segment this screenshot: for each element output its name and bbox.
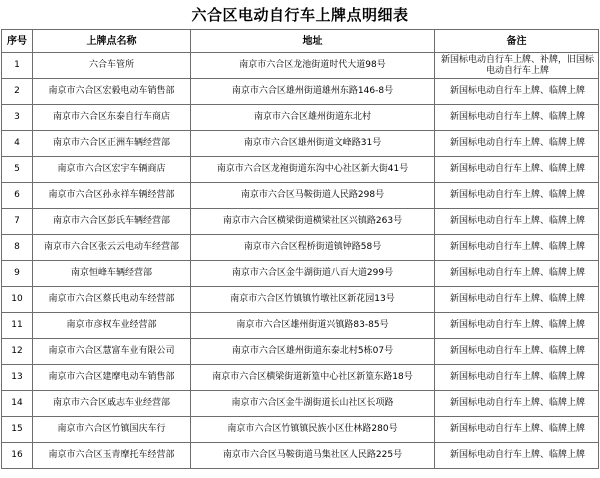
point-name-cell: 南京市六合区建摩电动车销售部: [33, 365, 191, 391]
table-row: [2, 183, 599, 209]
row-index-cell: 10: [2, 287, 33, 313]
row-index-cell: 7: [2, 209, 33, 235]
table-row: [2, 443, 599, 469]
point-name-cell: 南京市六合区竹镇国庆车行: [33, 417, 191, 443]
table-row: [2, 53, 599, 79]
point-name-cell: 南京市六合区戚志车业经营部: [33, 391, 191, 417]
point-address-cell: 南京市六合区横梁街道新篁中心社区新篁东路18号: [191, 365, 435, 391]
row-index-cell: 13: [2, 365, 33, 391]
point-name-cell: 南京市六合区张云云电动车经营部: [33, 235, 191, 261]
table-row: [2, 313, 599, 339]
table-row: [2, 79, 599, 105]
point-remark-cell: 新国标电动自行车上牌、临牌上牌: [435, 339, 599, 365]
point-name-cell: 南京市六合区蔡氏电动车经营部: [33, 287, 191, 313]
point-remark-cell: 新国标电动自行车上牌、临牌上牌: [435, 365, 599, 391]
point-name-cell: 南京市六合区正洲车辆经营部: [33, 131, 191, 157]
point-remark-cell: 新国标电动自行车上牌、临牌上牌: [435, 417, 599, 443]
column-header-remark: 备注: [435, 30, 599, 53]
point-address-cell: 南京市六合区雄州街道文峰路31号: [191, 131, 435, 157]
point-address-cell: 南京市六合区雄州街道兴镇路83-85号: [191, 313, 435, 339]
row-index-cell: 9: [2, 261, 33, 287]
row-index-cell: 16: [2, 443, 33, 469]
row-index-cell: 15: [2, 417, 33, 443]
point-remark-cell: 新国标电动自行车上牌、临牌上牌: [435, 131, 599, 157]
point-address-cell: 南京市六合区马鞍街道人民路298号: [191, 183, 435, 209]
point-address-cell: 南京市六合区雄州街道东泰北村5栋07号: [191, 339, 435, 365]
point-address-cell: 南京市六合区龙袍街道东沟中心社区新大街41号: [191, 157, 435, 183]
table-row: [2, 261, 599, 287]
point-remark-cell: 新国标电动自行车上牌、临牌上牌: [435, 235, 599, 261]
point-address-cell: 南京市六合区竹镇镇民族小区仕林路280号: [191, 417, 435, 443]
point-remark-cell: 新国标电动自行车上牌、临牌上牌: [435, 157, 599, 183]
table-row: [2, 417, 599, 443]
point-address-cell: 南京市六合区雄州街道雄州东路146-8号: [191, 79, 435, 105]
table-row: [2, 287, 599, 313]
table-row: [2, 157, 599, 183]
table-row: [2, 235, 599, 261]
point-name-cell: 南京恒峰车辆经营部: [33, 261, 191, 287]
point-remark-cell: 新国标电动自行车上牌、临牌上牌: [435, 261, 599, 287]
table-row: [2, 365, 599, 391]
point-remark-cell: 新国标电动自行车上牌、临牌上牌: [435, 313, 599, 339]
point-address-cell: 南京市六合区马鞍街道马集社区人民路225号: [191, 443, 435, 469]
point-remark-cell: 新国标电动自行车上牌、临牌上牌: [435, 443, 599, 469]
point-address-cell: 南京市六合区雄州街道东北村: [191, 105, 435, 131]
table-row: [2, 339, 599, 365]
table-body: [2, 53, 599, 469]
point-address-cell: 南京市六合区金牛湖街道八百大道299号: [191, 261, 435, 287]
column-header-address: 地址: [191, 30, 435, 53]
point-address-cell: 南京市六合区横梁街道横梁社区兴镇路263号: [191, 209, 435, 235]
table-row: [2, 131, 599, 157]
table-header-row: [2, 30, 599, 53]
point-name-cell: 六合车管所: [33, 53, 191, 79]
point-name-cell: 南京市六合区东泰自行车商店: [33, 105, 191, 131]
point-name-cell: 南京市六合区慧富车业有限公司: [33, 339, 191, 365]
point-remark-cell: 新国标电动自行车上牌、临牌上牌: [435, 105, 599, 131]
table-title: 六合区电动自行车上牌点明细表: [191, 6, 409, 24]
row-index-cell: 6: [2, 183, 33, 209]
table-row: [2, 391, 599, 417]
point-remark-cell: 新国标电动自行车上牌、临牌上牌: [435, 183, 599, 209]
table-row: [2, 105, 599, 131]
row-index-cell: 1: [2, 53, 33, 79]
row-index-cell: 2: [2, 79, 33, 105]
point-remark-cell: 新国标电动自行车上牌、临牌上牌: [435, 287, 599, 313]
registration-points-table: [1, 29, 599, 469]
point-remark-cell: 新国标电动自行车上牌、临牌上牌: [435, 79, 599, 105]
row-index-cell: 14: [2, 391, 33, 417]
column-header-name: 上牌点名称: [33, 30, 191, 53]
point-name-cell: 南京市六合区宏宇车辆商店: [33, 157, 191, 183]
point-name-cell: 南京市六合区彭氏车辆经营部: [33, 209, 191, 235]
point-name-cell: 南京市六合区孙永祥车辆经营部: [33, 183, 191, 209]
row-index-cell: 4: [2, 131, 33, 157]
point-remark-cell: 新国标电动自行车上牌、临牌上牌: [435, 391, 599, 417]
row-index-cell: 12: [2, 339, 33, 365]
point-address-cell: 南京市六合区程桥街道镇钟路58号: [191, 235, 435, 261]
point-address-cell: 南京市六合区龙池街道时代大道98号: [191, 53, 435, 79]
point-name-cell: 南京市六合区玉青摩托车经营部: [33, 443, 191, 469]
point-name-cell: 南京市六合区宏毅电动车销售部: [33, 79, 191, 105]
row-index-cell: 8: [2, 235, 33, 261]
point-name-cell: 南京市彦权车业经营部: [33, 313, 191, 339]
point-remark-cell: 新国标电动自行车上牌、临牌上牌: [435, 209, 599, 235]
row-index-cell: 3: [2, 105, 33, 131]
point-address-cell: 南京市六合区金牛湖街道长山社区长项路: [191, 391, 435, 417]
column-header-index: 序号: [2, 30, 33, 53]
table-row: [2, 209, 599, 235]
row-index-cell: 5: [2, 157, 33, 183]
point-remark-cell: 新国标电动自行车上牌、补牌，旧国标电动自行车上牌: [435, 53, 599, 79]
point-address-cell: 南京市六合区竹镇镇竹墩社区新花园13号: [191, 287, 435, 313]
row-index-cell: 11: [2, 313, 33, 339]
